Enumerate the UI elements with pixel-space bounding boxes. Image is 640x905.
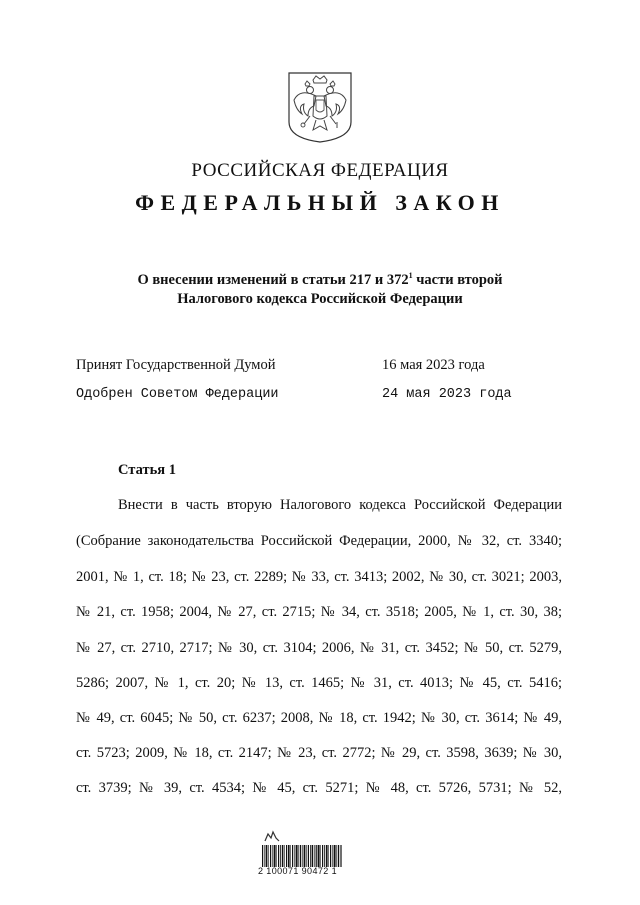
article-line: № 49, ст. 6045; № 50, ст. 6237; 2008, № 18, ст. 1942; № 30, ст. 3614; № 49,	[76, 710, 562, 726]
article-line: Внести в часть вторую Налогового кодекса Российской Федерации	[118, 497, 562, 513]
country-heading: РОССИЙСКАЯ ФЕДЕРАЦИЯ	[191, 160, 449, 181]
article-line: (Собрание законодательства Российской Федерации, 2000, № 32, ст. 3340;	[76, 533, 562, 549]
law-subject	[0, 266, 640, 309]
article-line: ст. 3739; № 39, ст. 4534; № 45, ст. 5271; № 48, ст. 5726, 5731; № 52,	[76, 780, 562, 796]
article-line: 2001, № 1, ст. 18; № 23, ст. 2289; № 33, ст. 3413; 2002, № 30, ст. 3021; 2003,	[76, 569, 562, 585]
article-line: № 27, ст. 2710, 2717; № 30, ст. 3104; 2006, № 31, ст. 3452; № 50, ст. 5279,	[76, 640, 562, 656]
coat-of-arms-icon	[286, 70, 354, 144]
approved-by-council-label: Одобрен Советом Федерации	[76, 387, 279, 402]
approved-by-council-date: 24 мая 2023 года	[382, 387, 512, 402]
law-subject-line-1: О внесении изменений в статьи 217 и $372^1$ части второй	[137, 271, 503, 288]
adopted-by-duma-label: Принят Государственной Думой	[76, 357, 276, 373]
law-subject-line-2: Налогового кодекса Российской Федерации	[177, 291, 463, 307]
barcode	[262, 845, 342, 867]
article-line: 5286; 2007, № 1, ст. 20; № 13, ст. 1465; № 31, ст. 4013; № 45, ст. 5416;	[76, 675, 562, 691]
document-type-heading: ФЕДЕРАЛЬНЫЙ ЗАКОН	[135, 190, 505, 215]
adopted-by-duma-date: 16 мая 2023 года	[382, 357, 485, 373]
article-line: № 21, ст. 1958; 2004, № 27, ст. 2715; № 34, ст. 3518; 2005, № 1, ст. 30, 38;	[76, 604, 562, 620]
article-line: ст. 5723; 2009, № 18, ст. 2147; № 23, ст. 2772; № 29, ст. 3598, 3639; № 30,	[76, 745, 562, 761]
barcode-number: 2 100071 90472 1	[258, 866, 337, 876]
printing-mark-icon	[264, 830, 280, 842]
article-title: Статья 1	[118, 462, 176, 478]
